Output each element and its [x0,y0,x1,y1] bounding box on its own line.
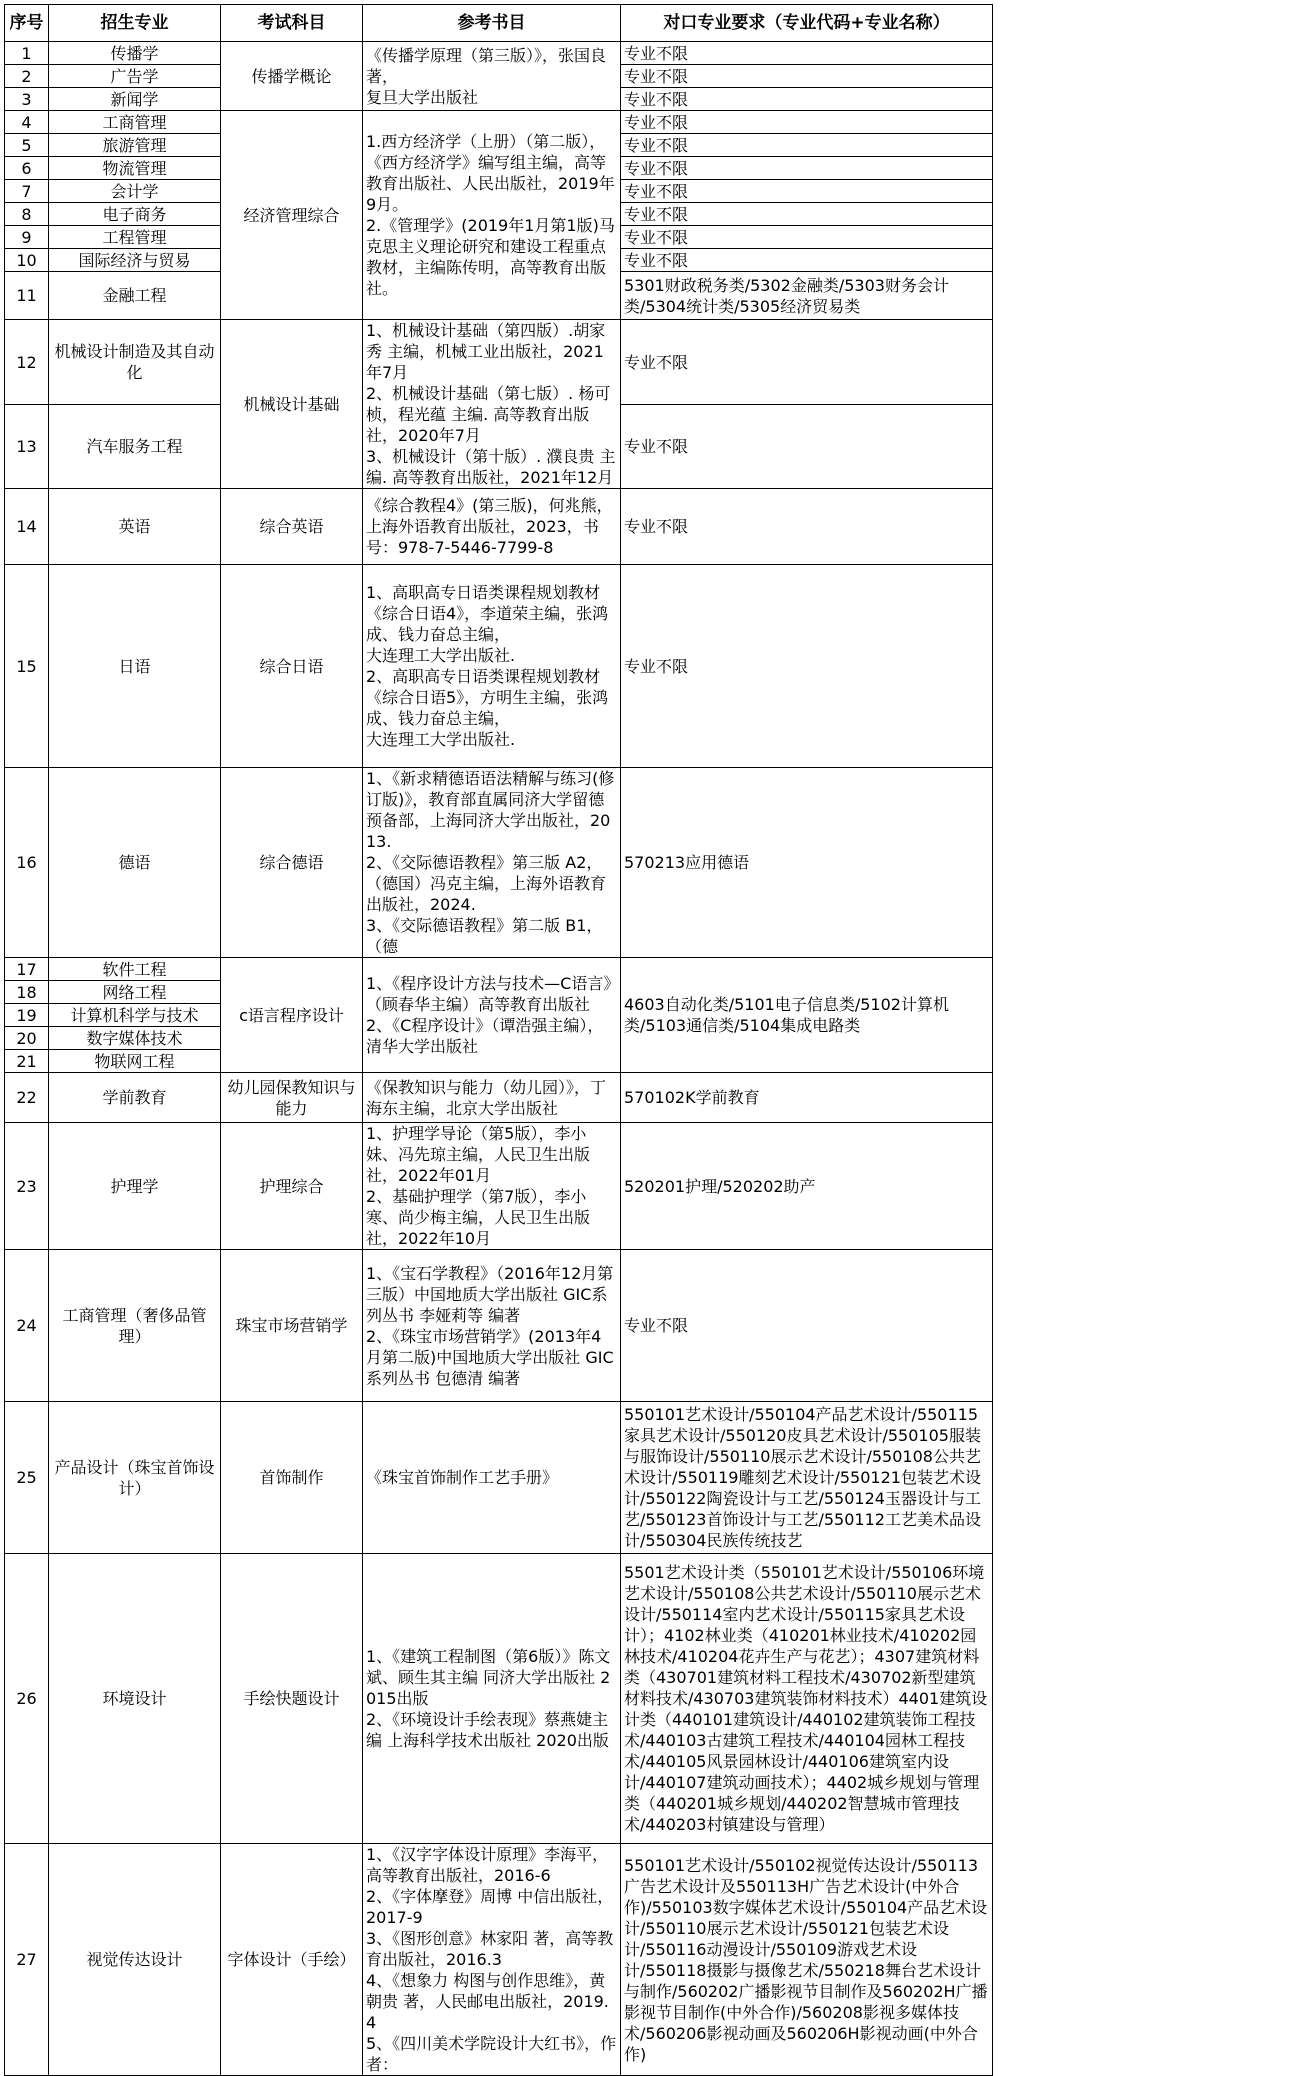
table-row [5,1073,993,1123]
row-major: 广告学 [49,65,221,88]
row-no: 3 [5,88,49,111]
row-major: 物联网工程 [49,1050,221,1073]
row-subject: 综合日语 [221,565,363,768]
row-major: 视觉传达设计 [49,1844,221,2076]
row-books: 《珠宝首饰制作工艺手册》 [363,1402,621,1554]
row-major: 机械设计制造及其自动化 [49,320,221,405]
table-row [5,958,993,981]
row-no: 10 [5,249,49,272]
row-books: 1、《宝石学教程》（2016年12月第三版）中国地质大学出版社 GIC系列丛书 李娅莉等 编著 2、《珠宝市场营销学》(2013年4月第二版)中国地质大学出版社 GIC系列丛书 包德清 编著 [363,1250,621,1402]
row-major: 旅游管理 [49,134,221,157]
row-major: 数字媒体技术 [49,1027,221,1050]
row-requirement: 4603自动化类/5101电子信息类/5102计算机类/5103通信类/5104集成电路类 [621,958,993,1073]
header-row [5,5,993,42]
row-no: 23 [5,1123,49,1250]
row-no: 8 [5,203,49,226]
row-requirement: 550101艺术设计/550102视觉传达设计/550113广告艺术设计及550113H广告艺术设计(中外合作)/550103数字媒体艺术设计/550104产品艺术设计/550110展示艺术设计/550121包装艺术设计/550116动漫设计/550109游戏艺术设计/550118摄影与摄像艺术/550218舞台艺术设计与制作/560202广播影视节目制作及560202H广播影视节目制作(中外合作)/560208影视多媒体技术/560206影视动画及560206H影视动画(中外合作) [621,1844,993,2076]
row-major: 日语 [49,565,221,768]
row-no: 15 [5,565,49,768]
table-row [5,1250,993,1402]
table-row [5,1402,993,1554]
row-books: 1、《程序设计方法与技术—C语言》（顾春华主编）高等教育出版社 2、《C程序设计》（谭浩强主编），清华大学出版社 [363,958,621,1073]
row-books: 《保教知识与能力（幼儿园）》，丁海东主编，北京大学出版社 [363,1073,621,1123]
row-books: 1、护理学导论（第5版），李小妹、冯先琼主编，人民卫生出版社，2022年01月 2、基础护理学（第7版），李小寒、尚少梅主编，人民卫生出版社，2022年10月 [363,1123,621,1250]
row-requirement: 5301财政税务类/5302金融类/5303财务会计类/5304统计类/5305经济贸易类 [621,272,993,320]
row-major: 计算机科学与技术 [49,1004,221,1027]
row-books: 1、《新求精德语语法精解与练习(修订版)》，教育部直属同济大学留德预备部，上海同济大学出版社，2013. 2、《交际德语教程》第三版 A2，（德国）冯克主编，上海外语教育出版社，2024. 3、《交际德语教程》第二版 B1，（德 [363,768,621,958]
row-books: 《综合教程4》(第三版)，何兆熊，上海外语教育出版社，2023，书号：978-7-5446-7799-8 [363,489,621,565]
row-subject: 机械设计基础 [221,320,363,489]
row-subject: 传播学概论 [221,42,363,111]
row-major: 护理学 [49,1123,221,1250]
table-row [5,1123,993,1250]
row-major: 软件工程 [49,958,221,981]
row-major: 德语 [49,768,221,958]
row-no: 19 [5,1004,49,1027]
row-books: 1、高职高专日语类课程规划教材《综合日语4》，李道荣主编，张鸿成、钱力奋总主编， 大连理工大学出版社. 2、高职高专日语类课程规划教材《综合日语5》，方明生主编，张鸿成、钱力奋总主编， 大连理工大学出版社. [363,565,621,768]
row-no: 6 [5,157,49,180]
row-subject: 珠宝市场营销学 [221,1250,363,1402]
table-row [5,42,993,65]
row-no: 16 [5,768,49,958]
row-requirement: 专业不限 [621,226,993,249]
row-major: 工商管理 [49,111,221,134]
row-major: 工商管理（奢侈品管理） [49,1250,221,1402]
row-no: 17 [5,958,49,981]
row-requirement: 专业不限 [621,42,993,65]
row-major: 环境设计 [49,1554,221,1844]
row-no: 11 [5,272,49,320]
row-subject: 字体设计（手绘） [221,1844,363,2076]
row-no: 7 [5,180,49,203]
row-major: 工程管理 [49,226,221,249]
row-subject: 综合德语 [221,768,363,958]
row-major: 学前教育 [49,1073,221,1123]
header-subject: 考试科目 [221,5,363,42]
table-row [5,1554,993,1844]
row-major: 汽车服务工程 [49,405,221,489]
row-subject: c语言程序设计 [221,958,363,1073]
row-no: 21 [5,1050,49,1073]
row-subject: 综合英语 [221,489,363,565]
row-requirement: 专业不限 [621,405,993,489]
row-no: 2 [5,65,49,88]
row-subject: 首饰制作 [221,1402,363,1554]
table-row [5,489,993,565]
row-major: 会计学 [49,180,221,203]
row-no: 25 [5,1402,49,1554]
row-requirement: 5501艺术设计类（550101艺术设计/550106环境艺术设计/550108公共艺术设计/550110展示艺术设计/550114室内艺术设计/550115家具艺术设计）；4102林业类（410201林业技术/410202园林技术/410204花卉生产与花艺）；4307建筑材料类（430701建筑材料工程技术/430702新型建筑材料技术/430703建筑装饰材料技术）4401建筑设计类（440101建筑设计/440102建筑装饰工程技术/440103古建筑工程技术/440104园林工程技术/440105风景园林设计/440106建筑室内设计/440107建筑动画技术）；4402城乡规划与管理类（440201城乡规划/440202智慧城市管理技术/440203村镇建设与管理） [621,1554,993,1844]
row-no: 20 [5,1027,49,1050]
row-no: 13 [5,405,49,489]
header-no: 序号 [5,5,49,42]
row-requirement: 专业不限 [621,320,993,405]
row-no: 26 [5,1554,49,1844]
row-requirement: 专业不限 [621,157,993,180]
table-row [5,111,993,134]
row-major: 物流管理 [49,157,221,180]
row-no: 4 [5,111,49,134]
header-books: 参考书目 [363,5,621,42]
row-no: 9 [5,226,49,249]
row-no: 18 [5,981,49,1004]
row-requirement: 专业不限 [621,88,993,111]
row-requirement: 专业不限 [621,489,993,565]
row-subject: 幼儿园保教知识与能力 [221,1073,363,1123]
row-books: 1、《建筑工程制图（第6版）》陈文斌、顾生其主编 同济大学出版社 2015出版 2、《环境设计手绘表现》蔡燕婕主编 上海科学技术出版社 2020出版 [363,1554,621,1844]
row-requirement: 专业不限 [621,180,993,203]
row-major: 产品设计（珠宝首饰设计） [49,1402,221,1554]
row-no: 22 [5,1073,49,1123]
row-requirement: 570213应用德语 [621,768,993,958]
admission-table [4,4,993,2076]
row-requirement: 专业不限 [621,249,993,272]
row-no: 5 [5,134,49,157]
row-requirement: 专业不限 [621,65,993,88]
row-requirement: 专业不限 [621,203,993,226]
row-requirement: 570102K学前教育 [621,1073,993,1123]
row-books: 1、《汉字字体设计原理》李海平，高等教育出版社，2016-6 2、《字体摩登》周博 中信出版社，2017-9 3、《图形创意》林家阳 著，高等教育出版社，2016.3 4、《想象力 构图与创作思维》，黄朝贵 著，人民邮电出版社，2019.4 5、《四川美术学院设计大红书》，作者： [363,1844,621,2076]
row-no: 27 [5,1844,49,2076]
table-row [5,565,993,768]
row-major: 新闻学 [49,88,221,111]
row-major: 网络工程 [49,981,221,1004]
row-no: 14 [5,489,49,565]
row-subject: 经济管理综合 [221,111,363,320]
row-subject: 护理综合 [221,1123,363,1250]
row-subject: 手绘快题设计 [221,1554,363,1844]
row-major: 金融工程 [49,272,221,320]
row-no: 1 [5,42,49,65]
row-requirement: 专业不限 [621,1250,993,1402]
row-books: 《传播学原理（第三版）》，张国良著， 复旦大学出版社 [363,42,621,111]
row-major: 英语 [49,489,221,565]
row-major: 电子商务 [49,203,221,226]
table-row [5,768,993,958]
header-requirement: 对口专业要求（专业代码+专业名称） [621,5,993,42]
row-major: 传播学 [49,42,221,65]
row-major: 国际经济与贸易 [49,249,221,272]
row-no: 24 [5,1250,49,1402]
row-requirement: 专业不限 [621,111,993,134]
table-row [5,1844,993,2076]
row-books: 1.西方经济学（上册）（第二版），《西方经济学》编写组主编，高等教育出版社、人民出版社，2019年9月。 2.《管理学》(2019年1月第1版)马克思主义理论研究和建设工程重点教材，主编陈传明，高等教育出版社。 [363,111,621,320]
row-requirement: 专业不限 [621,134,993,157]
row-no: 12 [5,320,49,405]
row-requirement: 550101艺术设计/550104产品艺术设计/550115家具艺术设计/550120皮具艺术设计/550105服装与服饰设计/550110展示艺术设计/550108公共艺术设计/550119雕刻艺术设计/550121包装艺术设计/550122陶瓷设计与工艺/550124玉器设计与工艺/550123首饰设计与工艺/550112工艺美术品设计/550304民族传统技艺 [621,1402,993,1554]
row-requirement: 520201护理/520202助产 [621,1123,993,1250]
row-books: 1、机械设计基础（第四版）.胡家秀 主编，机械工业出版社，2021年7月 2、机械设计基础（第七版）. 杨可桢，程光蕴 主编. 高等教育出版社，2020年7月 3、机械设计（第十版）. 濮良贵 主编. 高等教育出版社，2021年12月 [363,320,621,489]
header-major: 招生专业 [49,5,221,42]
table-row [5,320,993,405]
row-requirement: 专业不限 [621,565,993,768]
